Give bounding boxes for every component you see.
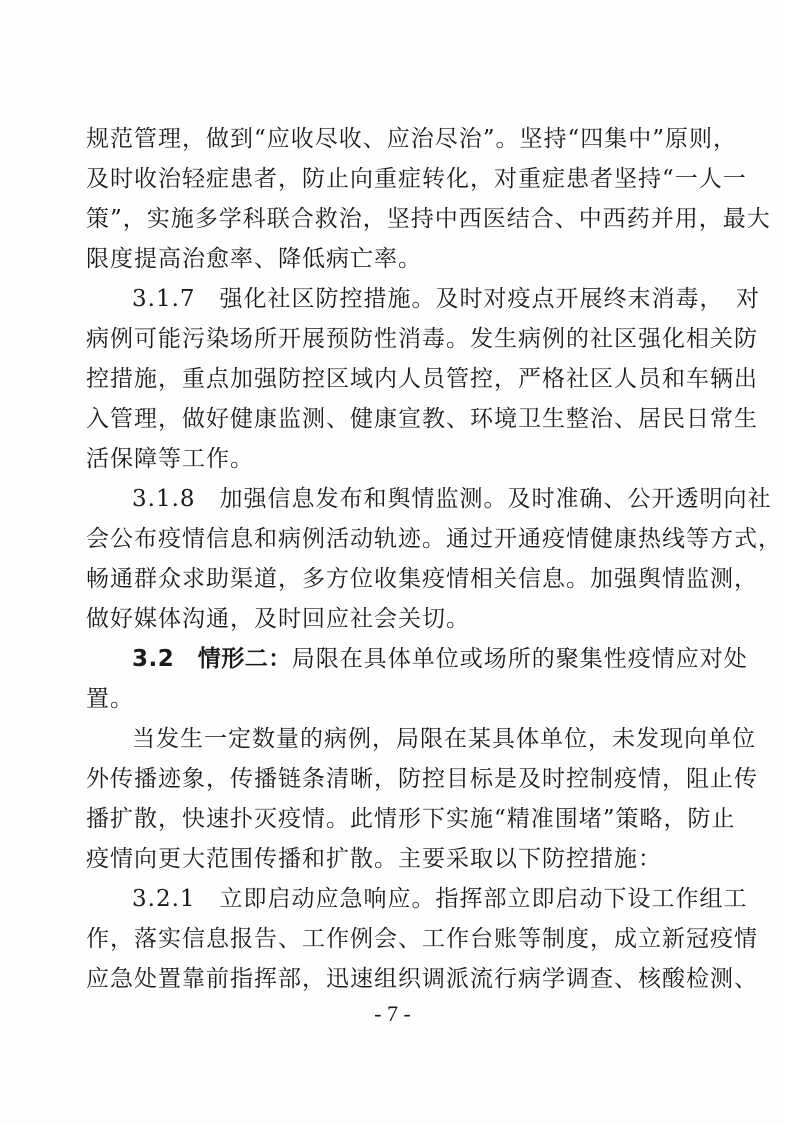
paragraph-line: 当发生一定数量的病例，局限在某具体单位，未发现向单位 [132, 726, 756, 752]
paragraph-line: 入管理，做好健康监测、健康宣教、环境卫生整治、居民日常生 [86, 406, 758, 432]
paragraph-line: 应急处置靠前指挥部，迅速组织调派流行病学调查、核酸检测、 [86, 966, 758, 992]
section-3-2-heading [132, 644, 748, 674]
paragraph-line: 外传播迹象，传播链条清晰，防控目标是及时控制疫情，阻止传 [86, 766, 758, 792]
paragraph-line: 限度提高治愈率、降低病亡率。 [86, 246, 422, 272]
page-number: - 7 - [374, 1001, 411, 1026]
paragraph-line: 及时收治轻症患者，防止向重症转化，对重症患者坚持“一人一 [86, 166, 747, 192]
section-3-2-title: 局限在具体单位或场所的聚集性疫情应对处 [291, 646, 748, 672]
paragraph-line: 病例可能污染场所开展预防性消毒。发生病例的社区强化相关防 [86, 326, 758, 352]
paragraph-line: 畅通群众求助渠道，多方位收集疫情相关信息。加强舆情监测， [86, 566, 758, 592]
paragraph-line: 疫情向更大范围传播和扩散。主要采取以下防控措施： [86, 846, 662, 872]
section-3-1-8-line: 3.1.8 加强信息发布和舆情监测。及时准确、公开透明向社 [132, 486, 772, 512]
section-3-2-1-line: 3.2.1 立即启动应急响应。指挥部立即启动下设工作组工 [132, 886, 748, 912]
paragraph-line: 活保障等工作。 [86, 446, 254, 472]
paragraph-line: 做好媒体沟通，及时回应社会关切。 [86, 606, 470, 632]
paragraph-line: 控措施，重点加强防控区域内人员管控，严格社区人员和车辆出 [86, 366, 758, 392]
paragraph-line: 置。 [86, 686, 134, 712]
paragraph-line: 会公布疫情信息和病例活动轨迹。通过开通疫情健康热线等方式， [86, 526, 782, 552]
paragraph-line: 规范管理，做到“应收尽收、应治尽治”。坚持“四集中”原则， [86, 126, 738, 152]
paragraph-line: 作，落实信息报告、工作例会、工作台账等制度，成立新冠疫情 [86, 926, 758, 952]
section-3-2-label: 3.2 情形二： [132, 646, 292, 672]
paragraph-line: 策”，实施多学科联合救治，坚持中西医结合、中西药并用，最大 [86, 206, 771, 232]
section-3-1-7-line: 3.1.7 强化社区防控措施。及时对疫点开展终末消毒， 对 [132, 286, 761, 312]
paragraph-line: 播扩散，快速扑灭疫情。此情形下实施“精准围堵”策略，防止 [86, 806, 736, 832]
